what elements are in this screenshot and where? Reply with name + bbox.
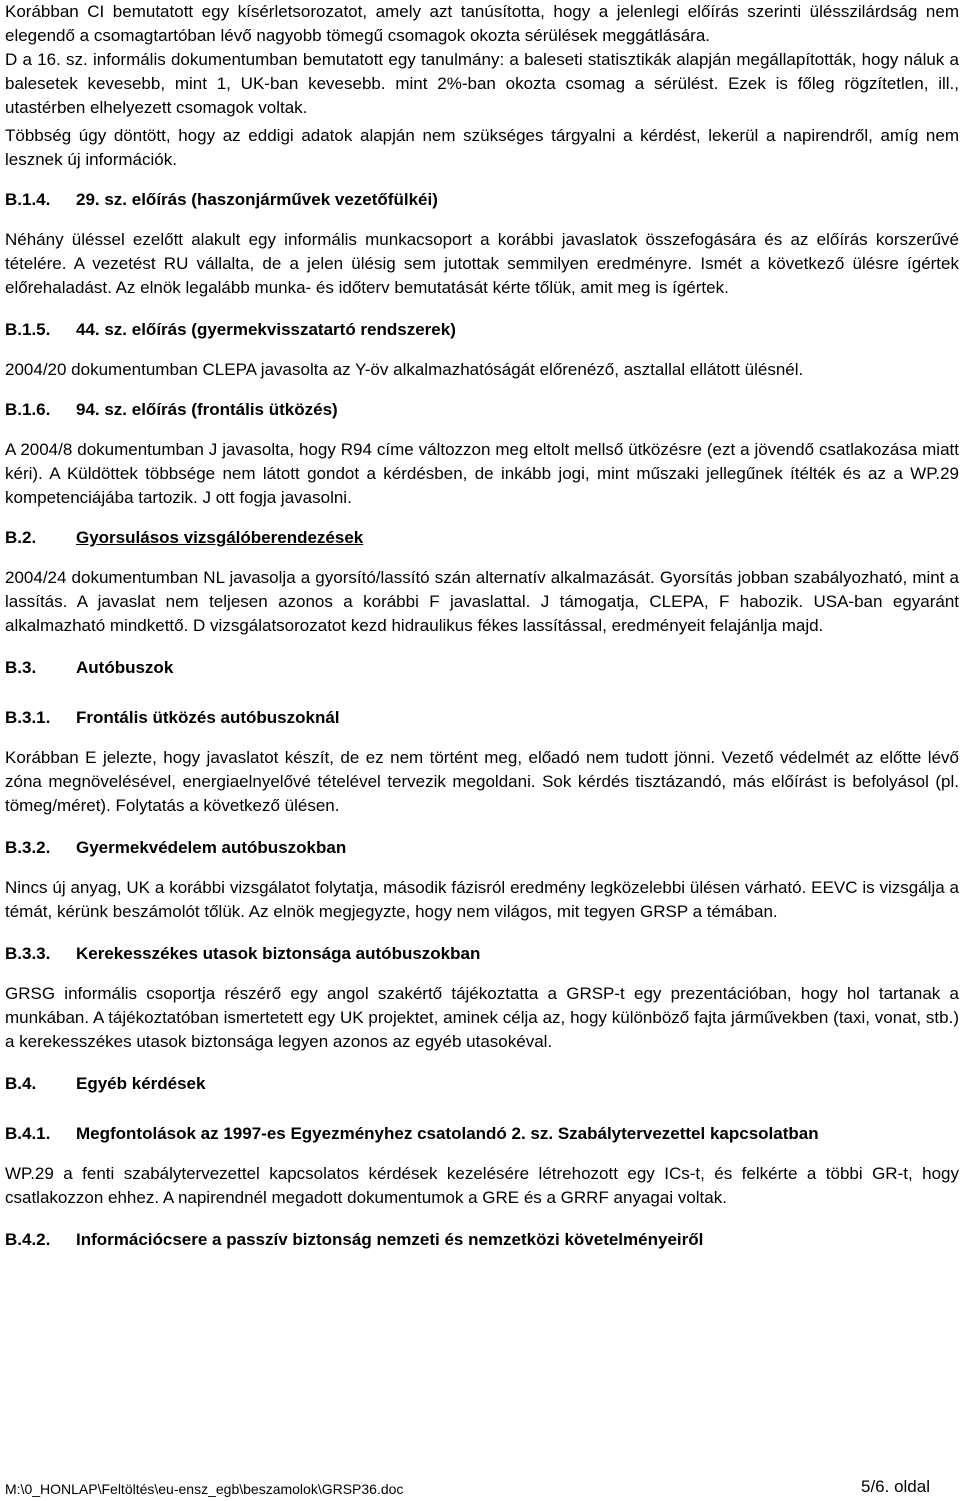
paragraph: 2004/20 dokumentumban CLEPA javasolta az Y-öv alkalmazhatóságát előrenéző, asztallal ellátott ülésnél. <box>5 360 804 379</box>
section-heading <box>5 318 959 342</box>
section-heading <box>5 1122 959 1146</box>
paragraph: WP.29 a fenti szabálytervezettel kapcsolatos kérdések kezelésére létrehozott egy ICs-t, és felkérte a többi GR-t, hogy csatlakozzon ehhez. A napirendnél megadott dokumentumok a GRE és a GRRF anyagai voltak. <box>5 1164 959 1207</box>
section-title: Egyéb kérdések <box>76 1074 206 1093</box>
section-number: B.3.2. <box>5 838 51 857</box>
section-heading <box>5 836 959 860</box>
paragraph: A 2004/8 dokumentumban J javasolta, hogy R94 címe változzon meg eltolt mellső ütközésre (ezt a jövendő csatlakozása miatt kéri). A Küldöttek többsége nem látott gondot a kérdésben, de inkább jogi, mint műszaki jellegűnek ítélték és az a WP.29 kompetenciájába tartozik. J ott fogja javasolni. <box>5 440 959 507</box>
section-number: B.1.4. <box>5 190 51 209</box>
paragraph: GRSG informális csoportja részérő egy angol szakértő tájékoztatta a GRSP-t egy prezentációban, hogy hol tartanak a munkában. A tájékoztatóban ismertetett egy UK projektet, aminek célja az, hogy különböző fajta járművekben (taxi, vonat, stb.) a kerekesszékes utasok biztonsága legyen azonos az egyéb utasokéval. <box>5 984 959 1051</box>
paragraph: D a 16. sz. informális dokumentumban bemutatott egy tanulmány: a baleseti statisztikák alapján megállapították, hogy náluk a balesetek kevesebb, mint 1, UK-ban kevesebb. mint 2%-ban okozta csomag a sérülést. Ezek is főleg rögzítetlen, ill., utastérben elhelyezett csomagok voltak. <box>5 50 959 117</box>
paragraph: 2004/24 dokumentumban NL javasolja a gyorsító/lassító szán alternatív alkalmazását. Gyorsítás jobban szabályozható, mint a lassítás. A javaslat nem teljesen azonos a korábbi F javaslattal. J támogatja, CLEPA, F habozik. USA-ban egyaránt alkalmazható mindkettő. D vizsgálatsorozatot kezd hidraulikus fékes lassítással, eredményeit felajánlja majd. <box>5 568 959 635</box>
paragraph: Néhány üléssel ezelőtt alakult egy informális munkacsoport a korábbi javaslatok összefogására és az előírás korszerűvé tételére. A vezetést RU vállalta, de a jelen ülésig sem jutottak semmilyen eredményre. Ismét a következő ülésre ígértek előrehaladást. Az elnök legalább munka- és időterv bemutatását kérte tőlük, amit meg is ígértek. <box>5 230 959 297</box>
section-title: Kerekesszékes utasok biztonsága autóbuszokban <box>76 944 481 963</box>
section-title: Megfontolások az 1997-es Egyezményhez csatolandó 2. sz. Szabálytervezettel kapcsolatban <box>76 1124 819 1143</box>
section-title: Gyorsulásos vizsgálóberendezések <box>76 528 364 547</box>
section-number: B.2. <box>5 528 37 547</box>
section-title: 94. sz. előírás (frontális ütközés) <box>76 400 338 419</box>
section-number: B.3.1. <box>5 708 51 727</box>
section-heading <box>5 526 959 550</box>
paragraph: Többség úgy döntött, hogy az eddigi adatok alapján nem szükséges tárgyalni a kérdést, lekerül a napirendről, amíg nem lesznek új információk. <box>5 126 959 169</box>
section-number: B.4. <box>5 1074 37 1093</box>
section-title: 44. sz. előírás (gyermekvisszatartó rendszerek) <box>76 320 456 339</box>
section-title: Autóbuszok <box>76 658 174 677</box>
file-path: M:\0_HONLAP\Feltöltés\eu-ensz_egb\beszamolok\GRSP36.doc <box>5 1481 404 1497</box>
section-title: Gyermekvédelem autóbuszokban <box>76 838 347 857</box>
section-heading <box>5 706 959 730</box>
paragraph: Korábban E jelezte, hogy javaslatot készít, de ez nem történt meg, előadó nem tudott jönni. Vezető védelmét az előtte lévő zóna megnövelésével, energiaelnyelővé tételével tervezik megoldani. Sok kérdés tisztázandó, más előírást is befolyásol (pl. tömeg/méret). Folytatás a következő ülésen. <box>5 748 959 815</box>
paragraph: Nincs új anyag, UK a korábbi vizsgálatot folytatja, második fázisról eredmény legközelebbi ülésen várható. EEVC is vizsgálja a témát, kérünk beszámolót tőlük. Az elnök megjegyzte, hogy nem világos, mit tegyen GRSP a témában. <box>5 878 959 921</box>
document-page <box>5 0 959 1252</box>
section-heading <box>5 1228 959 1252</box>
section-title: 29. sz. előírás (haszonjárművek vezetőfülkéi) <box>76 190 438 209</box>
paragraph: Korábban CI bemutatott egy kísérletsorozatot, amely azt tanúsította, hogy a jelenlegi előírás szerinti ülésszilárdság nem elegendő a csomagtartóban lévő nagyobb tömegű csomagok okozta sérülések meggátlására. <box>5 2 959 45</box>
section-number: B.1.5. <box>5 320 51 339</box>
section-heading <box>5 942 959 966</box>
section-number: B.3.3. <box>5 944 51 963</box>
section-number: B.3. <box>5 658 37 677</box>
section-heading <box>5 656 959 680</box>
section-number: B.4.1. <box>5 1124 51 1143</box>
section-number: B.1.6. <box>5 400 51 419</box>
section-title: Frontális ütközés autóbuszoknál <box>76 708 340 727</box>
section-heading <box>5 1072 959 1096</box>
section-number: B.4.2. <box>5 1230 51 1249</box>
section-heading <box>5 398 959 422</box>
section-heading <box>5 188 959 212</box>
section-title: Információcsere a passzív biztonság nemzeti és nemzetközi követelményeiről <box>76 1230 704 1249</box>
page-number: 5/6. oldal <box>861 1477 930 1496</box>
